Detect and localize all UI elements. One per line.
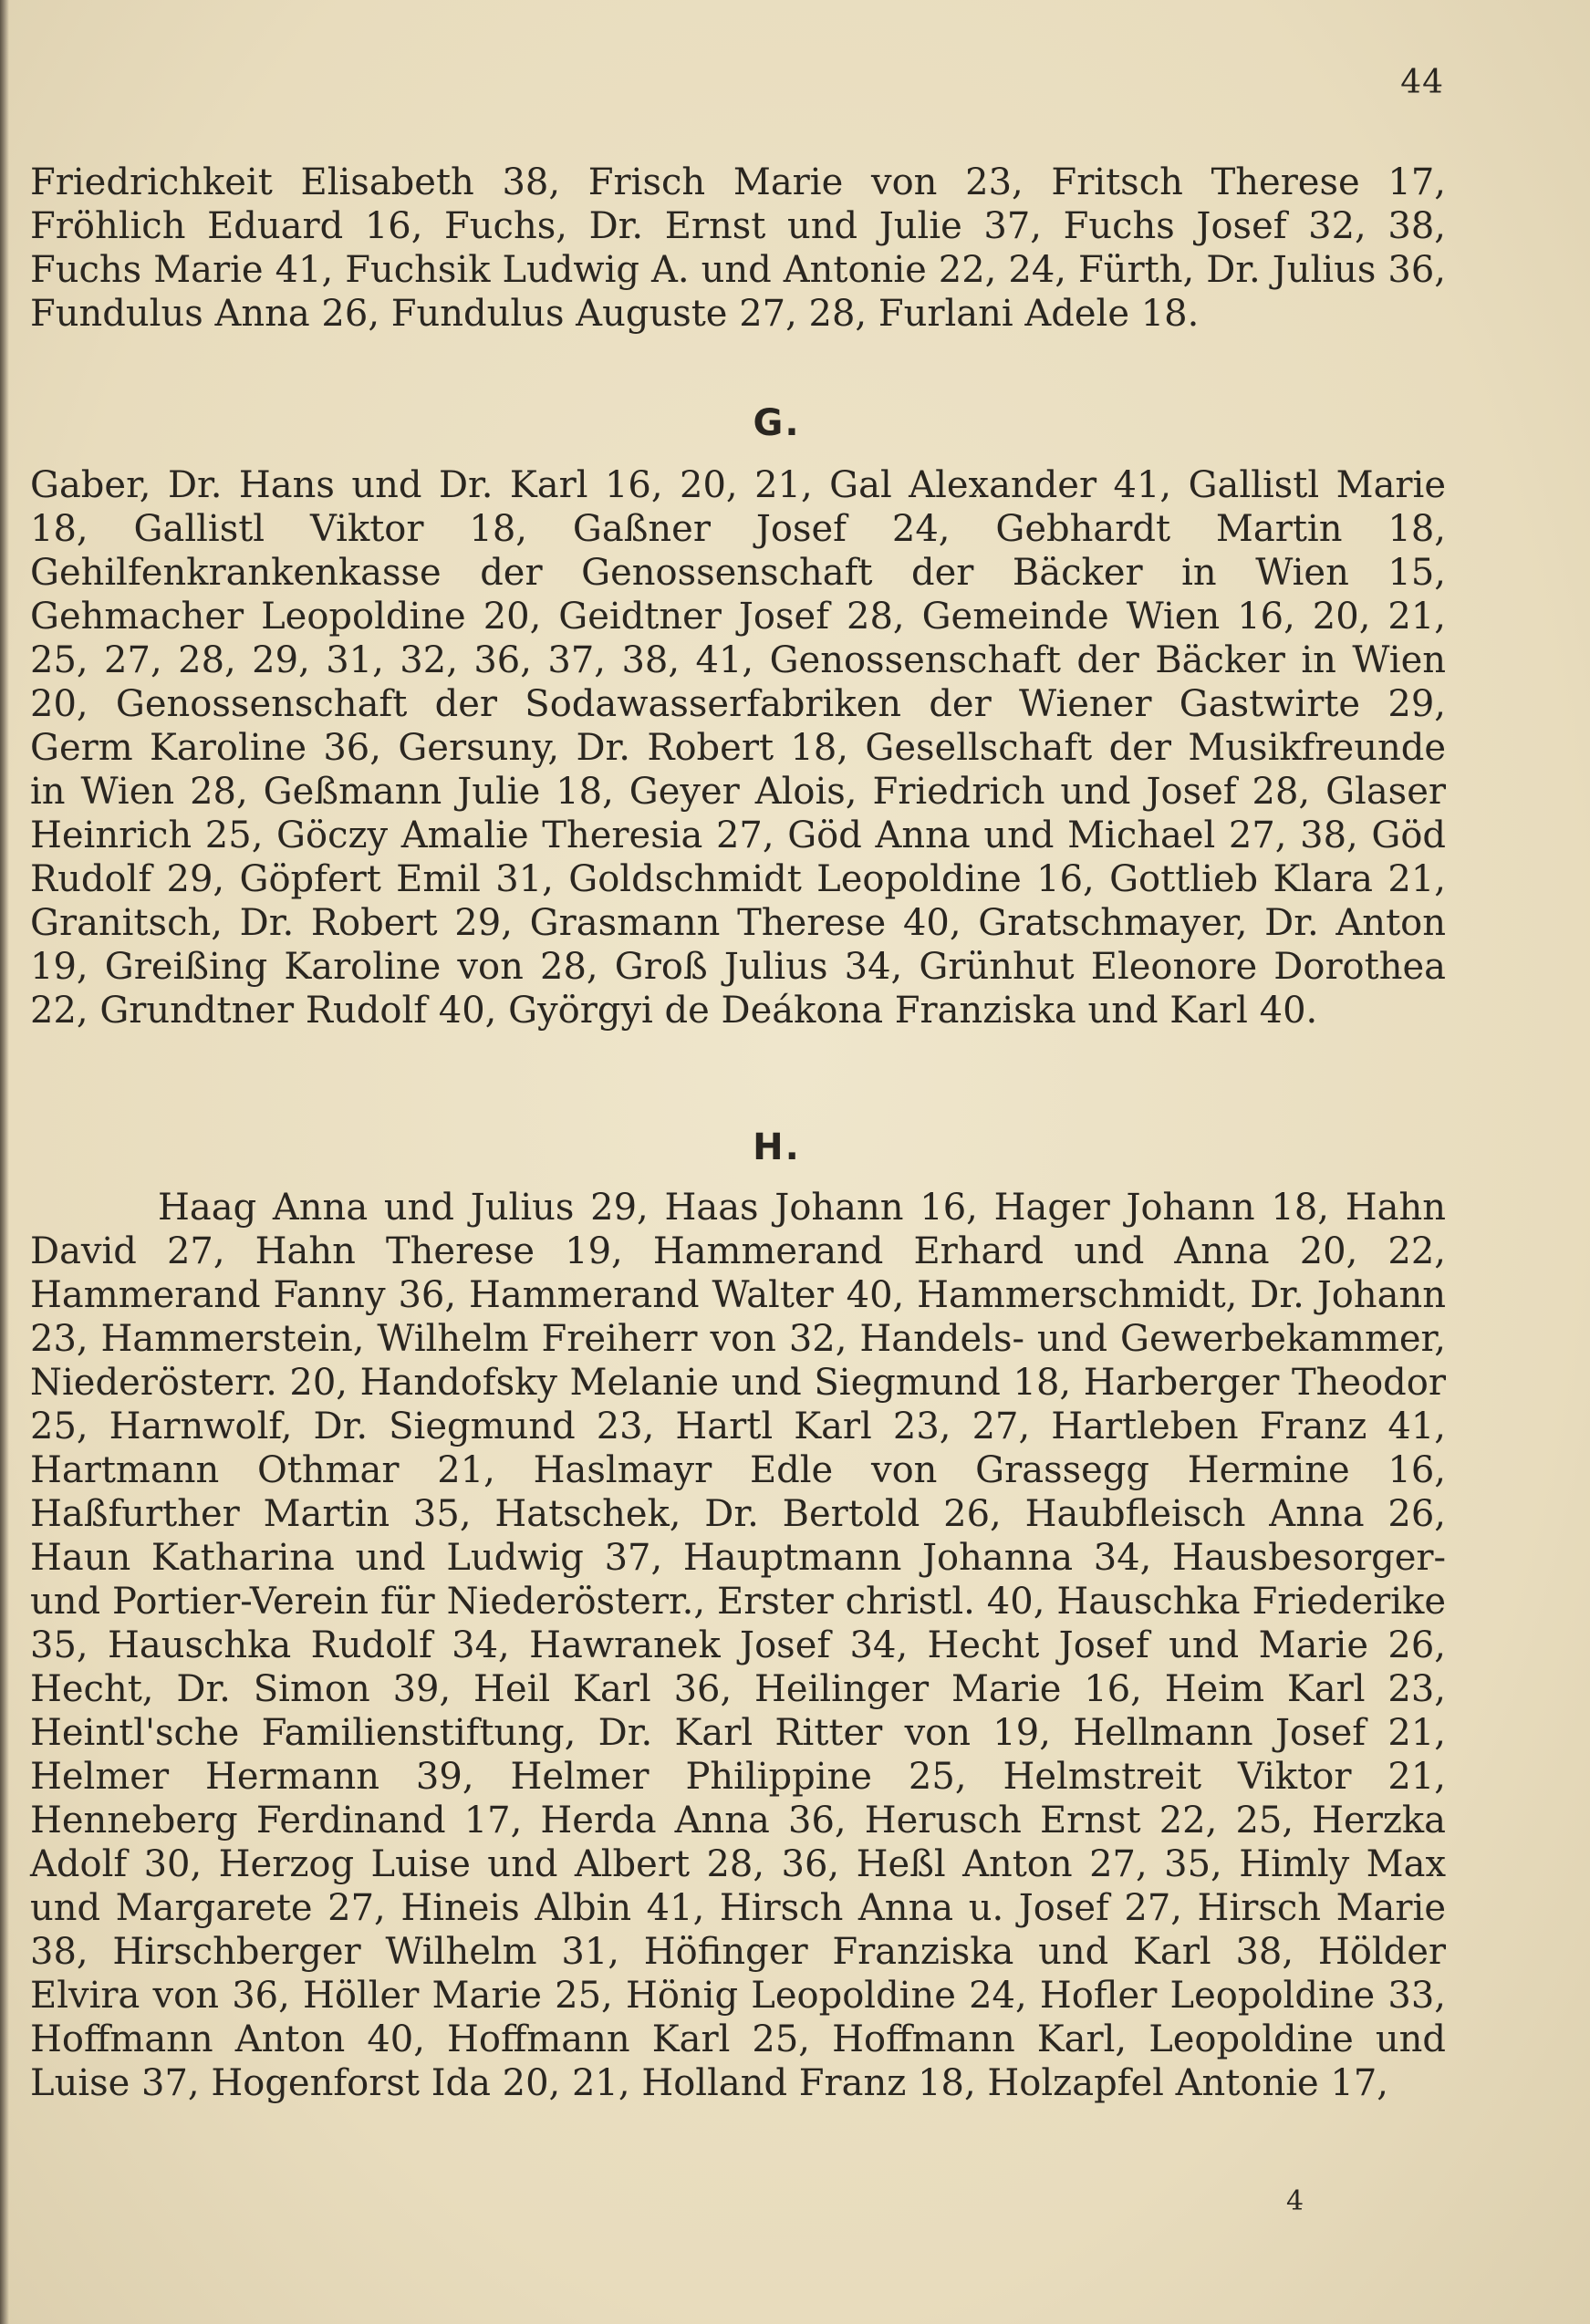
index-section-g (30, 463, 1446, 1032)
index-section-h (30, 1186, 1446, 2105)
section-heading-g: G. (753, 402, 801, 444)
index-section-f (30, 161, 1446, 336)
signature-mark: 4 (1286, 2185, 1304, 2217)
index-paragraph-h: Haag Anna und Julius 29, Haas Johann 16, Hager Johann 18, Hahn David 27, Hahn Therese 19, Hammerand Erhard und Anna 20, 22, Hammerand Fanny 36, Hammerand Walter 40, Hammerschmidt, Dr. Johann 23, Hammerstein, Wilhelm Freiherr von 32, Handels- und Gewerbekammer, Niederösterr. 20, Handofsky Melanie und Siegmund 18, Harberger Theodor 25, Harnwolf, Dr. Siegmund 23, Hartl Karl 23, 27, Hartleben Franz 41, Hartmann Othmar 21, Haslmayr Edle von Grassegg Hermine 16, Haßfurther Martin 35, Hatschek, Dr. Bertold 26, Haubfleisch Anna 26, Haun Katharina und Ludwig 37, Hauptmann Johanna 34, Hausbesorger- und Portier-Verein für Niederösterr., Erster christl. 40, Hauschka Friederike 35, Hauschka Rudolf 34, Hawranek Josef 34, Hecht Josef und Marie 26, Hecht, Dr. Simon 39, Heil Karl 36, Heilinger Marie 16, Heim Karl 23, Heintl'sche Familienstiftung, Dr. Karl Ritter von 19, Hellmann Josef 21, Helmer Hermann 39, Helmer Philippine 25, Helmstreit Viktor 21, Henneberg Ferdinand 17, Herda Anna 36, Herusch Ernst 22, 25, Herzka Adolf 30, Herzog Luise und Albert 28, 36, Heßl Anton 27, 35, Himly Max und Margarete 27, Hineis Albin 41, Hirsch Anna u. Josef 27, Hirsch Marie 38, Hirschberger Wilhelm 31, Höfinger Franziska und Karl 38, Hölder Elvira von 36, Höller Marie 25, Hönig Leopoldine 24, Hofler Leopoldine 33, Hoffmann Anton 40, Hoffmann Karl 25, Hoffmann Karl, Leopoldine und Luise 37, Hogenforst Ida 20, 21, Holland Franz 18, Holzapfel Antonie 17, (30, 1187, 1446, 2104)
page-number: 44 (1400, 64, 1444, 101)
index-paragraph-f: Friedrichkeit Elisabeth 38, Frisch Marie von 23, Fritsch Therese 17, Fröhlich Eduard 16, Fuchs, Dr. Ernst und Julie 37, Fuchs Josef 32, 38, Fuchs Marie 41, Fuchsik Ludwig A. und Antonie 22, 24, Fürth, Dr. Julius 36, Fundulus Anna 26, Fundulus Auguste 27, 28, Furlani Adele 18. (30, 161, 1446, 335)
section-heading-h: H. (753, 1126, 801, 1168)
index-paragraph-g: Gaber, Dr. Hans und Dr. Karl 16, 20, 21, Gal Alexander 41, Gallistl Marie 18, Gallistl Viktor 18, Gaßner Josef 24, Gebhardt Martin 18, Gehilfenkrankenkasse der Genossenschaft der Bäcker in Wien 15, Gehmacher Leopoldine 20, Geidtner Josef 28, Gemeinde Wien 16, 20, 21, 25, 27, 28, 29, 31, 32, 36, 37, 38, 41, Genossenschaft der Bäcker in Wien 20, Genossenschaft der Sodawasserfabriken der Wiener Gastwirte 29, Germ Karoline 36, Gersuny, Dr. Robert 18, Gesellschaft der Musikfreunde in Wien 28, Geßmann Julie 18, Geyer Alois, Friedrich und Josef 28, Glaser Heinrich 25, Göczy Amalie Theresia 27, Göd Anna und Michael 27, 38, Göd Rudolf 29, Göpfert Emil 31, Goldschmidt Leopoldine 16, Gottlieb Klara 21, Granitsch, Dr. Robert 29, Grasmann Therese 40, Gratschmayer, Dr. Anton 19, Greißing Karoline von 28, Groß Julius 34, Grünhut Eleonore Dorothea 22, Grundtner Rudolf 40, Györgyi de Deákona Franziska und Karl 40. (30, 464, 1446, 1032)
